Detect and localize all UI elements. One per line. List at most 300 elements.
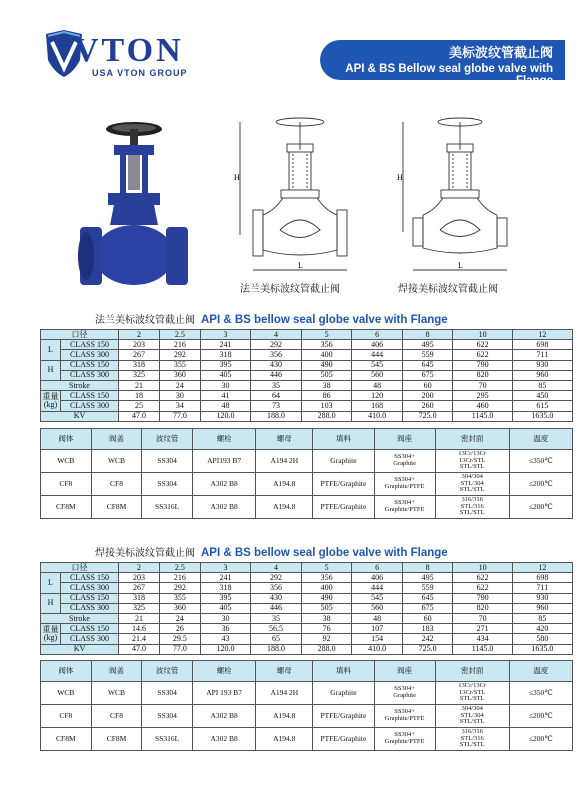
column-header: 密封面: [435, 661, 509, 682]
dimension-table-welded: [40, 562, 573, 655]
table-cell: CF8: [41, 705, 92, 728]
table-cell: 216: [159, 340, 200, 350]
row-label: KV: [41, 644, 119, 654]
brand-subtitle: USA VTON GROUP: [92, 68, 188, 78]
table-cell: 103: [301, 401, 352, 411]
size-header: 5: [301, 330, 352, 340]
table-cell: A302 B8: [192, 473, 255, 496]
caliber-header: 口径: [41, 563, 119, 573]
table-cell: 495: [402, 340, 453, 350]
column-header: 密封面: [435, 429, 509, 450]
table-cell: 77.0: [159, 644, 200, 654]
table-cell: 65: [251, 634, 302, 644]
row-sub-label: CLASS 150: [61, 624, 119, 634]
table-cell: 85: [512, 380, 572, 390]
table-cell: 43: [200, 634, 251, 644]
table-cell: 1145.0: [453, 411, 512, 421]
size-header: 6: [352, 563, 403, 573]
caliber-header: 口径: [41, 330, 119, 340]
table-cell: 430: [251, 593, 302, 603]
table-cell: API 193 B7: [192, 682, 255, 705]
table-cell: 930: [512, 593, 572, 603]
table-cell: A194.8: [256, 728, 313, 751]
table-cell: 76: [301, 624, 352, 634]
row-sub-label: CLASS 300: [61, 583, 119, 593]
table-cell: 318: [119, 360, 160, 370]
table-cell: 30: [200, 380, 251, 390]
table-cell: 1635.0: [512, 644, 572, 654]
column-header: 阀座: [374, 661, 435, 682]
table-cell: 92: [301, 634, 352, 644]
table-cell: 292: [251, 573, 302, 583]
caption-welded: 焊接美标波纹管截止阀: [398, 284, 498, 295]
table-cell: 292: [159, 350, 200, 360]
table-cell: ≤350℃: [509, 450, 572, 473]
table-cell: 271: [453, 624, 512, 634]
table-row: [41, 583, 573, 593]
table-cell: 675: [402, 370, 453, 380]
table-cell: WCB: [41, 450, 92, 473]
size-header: 12: [512, 330, 572, 340]
table-cell: 35: [251, 380, 302, 390]
section-title-cn: 焊接美标波纹管截止阀: [95, 548, 195, 559]
caption-flange: 法兰美标波纹管截止阀: [240, 284, 340, 295]
dimension-table-flange: [40, 329, 573, 422]
brand-logo: [44, 30, 194, 80]
table-cell: 560: [352, 603, 403, 613]
table-row: [41, 593, 573, 603]
table-cell: SS304+ Graphite/PTFE: [374, 496, 435, 519]
table-cell: 698: [512, 573, 572, 583]
table-cell: 203: [119, 573, 160, 583]
table-cell: 444: [352, 350, 403, 360]
size-header: 2: [119, 330, 160, 340]
table-cell: 241: [200, 340, 251, 350]
size-header: 3: [200, 330, 251, 340]
table-cell: 267: [119, 350, 160, 360]
table-cell: 622: [453, 340, 512, 350]
size-header: 12: [512, 563, 572, 573]
table-cell: 188.0: [251, 411, 302, 421]
table-cell: CF8M: [41, 496, 92, 519]
table-cell: 444: [352, 583, 403, 593]
row-group-label: H: [41, 593, 61, 613]
table-cell: 34: [159, 401, 200, 411]
table-cell: 241: [200, 573, 251, 583]
table-cell: 30: [200, 613, 251, 623]
row-sub-label: CLASS 150: [61, 593, 119, 603]
table-cell: 203: [119, 340, 160, 350]
row-group-label: L: [41, 573, 61, 593]
table-cell: 360: [159, 370, 200, 380]
table-cell: 505: [301, 370, 352, 380]
table-cell: 356: [251, 583, 302, 593]
table-row: [41, 391, 573, 401]
column-header: 螺栓: [192, 661, 255, 682]
row-sub-label: CLASS 150: [61, 391, 119, 401]
row-group-label: L: [41, 340, 61, 360]
table-cell: 406: [352, 573, 403, 583]
size-header: 2.5: [159, 330, 200, 340]
row-sub-label: CLASS 300: [61, 634, 119, 644]
table-cell: 790: [453, 593, 512, 603]
table-cell: ≤200℃: [509, 705, 572, 728]
table-cell: 395: [200, 593, 251, 603]
table-cell: 21: [119, 380, 160, 390]
table-cell: 615: [512, 401, 572, 411]
table-row: [41, 573, 573, 583]
table-cell: A302 B8: [192, 705, 255, 728]
table-cell: 356: [301, 573, 352, 583]
row-sub-label: CLASS 300: [61, 350, 119, 360]
table-cell: 29.5: [159, 634, 200, 644]
section-title-en: API & BS bellow seal globe valve with Flange: [201, 547, 448, 559]
table-cell: 60: [402, 380, 453, 390]
size-header: 5: [301, 563, 352, 573]
material-table-welded: [40, 660, 573, 751]
table-cell: 1145.0: [453, 644, 512, 654]
table-cell: 183: [402, 624, 453, 634]
table-cell: 38: [301, 380, 352, 390]
table-row: [41, 380, 573, 390]
welded-valve-drawing: [395, 110, 525, 280]
table-cell: 77.0: [159, 411, 200, 421]
dim-mark-l: L: [298, 261, 303, 270]
table-cell: 622: [453, 583, 512, 593]
size-header: 2.5: [159, 563, 200, 573]
table-cell: SS304: [142, 682, 193, 705]
table-cell: 410.0: [352, 644, 403, 654]
table-cell: 645: [402, 593, 453, 603]
table-cell: WCB: [91, 682, 142, 705]
table-cell: SS304+ Graphite/PTFE: [374, 728, 435, 751]
table-cell: 85: [512, 613, 572, 623]
table-cell: 505: [301, 603, 352, 613]
table-cell: 70: [453, 380, 512, 390]
table-cell: SS304: [142, 473, 193, 496]
row-label: KV: [41, 411, 119, 421]
table-cell: 120.0: [200, 644, 251, 654]
table-cell: 48: [352, 613, 403, 623]
brand-name: VTON: [74, 32, 184, 69]
table-cell: API193 B7: [192, 450, 255, 473]
table-cell: 545: [352, 360, 403, 370]
table-cell: A302 B8: [192, 728, 255, 751]
column-header: 阀体: [41, 661, 92, 682]
material-table-flange: [40, 428, 573, 519]
table-row: [41, 644, 573, 654]
table-cell: A194.8: [256, 496, 313, 519]
table-cell: 405: [200, 603, 251, 613]
row-sub-label: CLASS 150: [61, 573, 119, 583]
size-header: 8: [402, 563, 453, 573]
table-cell: WCB: [41, 682, 92, 705]
table-cell: 675: [402, 603, 453, 613]
table-cell: 450: [512, 391, 572, 401]
table-cell: 406: [352, 340, 403, 350]
table-cell: 725.0: [402, 411, 453, 421]
row-sub-label: CLASS 300: [61, 603, 119, 613]
table-cell: 73: [251, 401, 302, 411]
section-title-welded: [95, 544, 448, 559]
table-cell: 107: [352, 624, 403, 634]
dim-mark-l: L: [458, 261, 463, 270]
table-cell: 304/304 STL/304 STL/STL: [435, 473, 509, 496]
table-cell: 960: [512, 370, 572, 380]
table-cell: 820: [453, 370, 512, 380]
table-cell: 460: [453, 401, 512, 411]
row-sub-label: CLASS 150: [61, 340, 119, 350]
table-cell: 318: [200, 350, 251, 360]
table-cell: CF8: [41, 473, 92, 496]
table-cell: 790: [453, 360, 512, 370]
product-images: [0, 100, 580, 300]
table-cell: 21: [119, 613, 160, 623]
table-cell: 318: [200, 583, 251, 593]
table-cell: 26: [159, 624, 200, 634]
table-cell: 316/316 STL/316 STL/STL: [435, 728, 509, 751]
table-cell: CF8: [91, 705, 142, 728]
size-header: 4: [251, 563, 302, 573]
table-cell: CF8M: [91, 728, 142, 751]
section-title-cn: 法兰美标波纹管截止阀: [95, 315, 195, 326]
row-group-label: H: [41, 360, 61, 380]
table-cell: 13Cr/13Cr 13Cr/STL STL/STL: [435, 682, 509, 705]
column-header: 螺母: [256, 429, 313, 450]
table-cell: A194 2H: [256, 682, 313, 705]
flange-valve-drawing: [225, 110, 375, 280]
table-row: [41, 370, 573, 380]
row-sub-label: CLASS 300: [61, 370, 119, 380]
page-header: [0, 0, 580, 92]
table-cell: 292: [159, 583, 200, 593]
size-header: 2: [119, 563, 160, 573]
table-cell: 260: [402, 401, 453, 411]
column-header: 温度: [509, 429, 572, 450]
table-cell: 36: [200, 624, 251, 634]
row-label: Stroke: [41, 613, 119, 623]
table-cell: 64: [251, 391, 302, 401]
table-cell: 820: [453, 603, 512, 613]
table-cell: 405: [200, 370, 251, 380]
table-row: [41, 624, 573, 634]
column-header: 波纹管: [142, 661, 193, 682]
table-cell: 25: [119, 401, 160, 411]
table-cell: 355: [159, 360, 200, 370]
table-cell: 355: [159, 593, 200, 603]
table-cell: 14.6: [119, 624, 160, 634]
table-cell: PTFE/Graphite: [313, 705, 374, 728]
row-sub-label: CLASS 300: [61, 401, 119, 411]
table-cell: CF8: [91, 473, 142, 496]
table-cell: 580: [512, 634, 572, 644]
column-header: 螺栓: [192, 429, 255, 450]
table-cell: 725.0: [402, 644, 453, 654]
table-row: [41, 728, 573, 751]
table-cell: SS304+ Graphite: [374, 682, 435, 705]
table-cell: 430: [251, 360, 302, 370]
table-cell: 295: [453, 391, 512, 401]
table-cell: 188.0: [251, 644, 302, 654]
table-cell: 288.0: [301, 411, 352, 421]
table-cell: 559: [402, 350, 453, 360]
table-cell: PTFE/Graphite: [313, 496, 374, 519]
table-cell: 645: [402, 360, 453, 370]
table-cell: 267: [119, 583, 160, 593]
table-row: [41, 682, 573, 705]
table-row: [41, 411, 573, 421]
column-header: 填料: [313, 661, 374, 682]
table-cell: A194 2H: [256, 450, 313, 473]
table-cell: 120: [352, 391, 403, 401]
table-cell: 288.0: [301, 644, 352, 654]
table-cell: 216: [159, 573, 200, 583]
table-cell: 41: [200, 391, 251, 401]
column-header: 螺母: [256, 661, 313, 682]
section-title-en: API & BS bellow seal globe valve with Flange: [201, 314, 448, 326]
row-group-label: 重量 (kg): [41, 391, 61, 411]
title-band: [320, 40, 565, 87]
table-cell: SS304+ Graphite: [374, 450, 435, 473]
table-cell: 446: [251, 370, 302, 380]
table-cell: 24: [159, 380, 200, 390]
table-cell: 325: [119, 370, 160, 380]
table-cell: 316/316 STL/316 STL/STL: [435, 496, 509, 519]
table-cell: 400: [301, 350, 352, 360]
row-sub-label: CLASS 150: [61, 360, 119, 370]
table-cell: 24: [159, 613, 200, 623]
table-cell: 395: [200, 360, 251, 370]
table-row: [41, 401, 573, 411]
table-cell: 47.0: [119, 644, 160, 654]
table-cell: 168: [352, 401, 403, 411]
page-title-cn: 美标波纹管截止阀: [448, 46, 553, 61]
table-cell: 420: [512, 624, 572, 634]
table-cell: 622: [453, 573, 512, 583]
table-cell: 410.0: [352, 411, 403, 421]
table-cell: 242: [402, 634, 453, 644]
table-row: [41, 603, 573, 613]
table-cell: ≤200℃: [509, 728, 572, 751]
table-cell: 356: [251, 350, 302, 360]
table-cell: 446: [251, 603, 302, 613]
table-cell: 960: [512, 603, 572, 613]
table-cell: SS304: [142, 705, 193, 728]
table-cell: 18: [119, 391, 160, 401]
table-cell: 292: [251, 340, 302, 350]
table-cell: CF8M: [41, 728, 92, 751]
table-row: [41, 340, 573, 350]
size-header: 8: [402, 330, 453, 340]
table-cell: 56.5: [251, 624, 302, 634]
table-cell: 622: [453, 350, 512, 360]
table-cell: 200: [402, 391, 453, 401]
column-header: 阀盖: [91, 429, 142, 450]
table-cell: 559: [402, 583, 453, 593]
table-row: [41, 705, 573, 728]
column-header: 阀体: [41, 429, 92, 450]
table-cell: 35: [251, 613, 302, 623]
table-cell: 48: [200, 401, 251, 411]
table-cell: SS304: [142, 450, 193, 473]
table-cell: 48: [352, 380, 403, 390]
table-row: [41, 350, 573, 360]
table-cell: PTFE/Graphite: [313, 473, 374, 496]
size-header: 6: [352, 330, 403, 340]
table-cell: 495: [402, 573, 453, 583]
table-cell: ≤350℃: [509, 682, 572, 705]
table-cell: A194.8: [256, 705, 313, 728]
table-cell: 318: [119, 593, 160, 603]
size-header: 10: [453, 563, 512, 573]
table-cell: PTFE/Graphite: [313, 728, 374, 751]
table-cell: 490: [301, 360, 352, 370]
table-cell: 930: [512, 360, 572, 370]
table-cell: Graphite: [313, 450, 374, 473]
table-row: [41, 496, 573, 519]
table-cell: ≤200℃: [509, 473, 572, 496]
table-row: [41, 613, 573, 623]
table-cell: 13Cr/13Cr 13Cr/STL STL/STL: [435, 450, 509, 473]
table-cell: 400: [301, 583, 352, 593]
table-cell: SS316L: [142, 728, 193, 751]
table-cell: 70: [453, 613, 512, 623]
table-cell: A194.8: [256, 473, 313, 496]
column-header: 填料: [313, 429, 374, 450]
size-header: 10: [453, 330, 512, 340]
column-header: 阀座: [374, 429, 435, 450]
table-cell: 60: [402, 613, 453, 623]
table-cell: 38: [301, 613, 352, 623]
table-row: [41, 634, 573, 644]
size-header: 3: [200, 563, 251, 573]
table-cell: CF8M: [91, 496, 142, 519]
page-title-en: API & BS Bellow seal globe valve with Flange: [345, 63, 553, 87]
table-cell: 21.4: [119, 634, 160, 644]
row-group-label: 重量 (kg): [41, 624, 61, 644]
table-cell: 356: [301, 340, 352, 350]
table-cell: 698: [512, 340, 572, 350]
dim-mark-h: H: [234, 173, 240, 182]
row-label: Stroke: [41, 380, 119, 390]
table-cell: 711: [512, 350, 572, 360]
table-cell: A302 B8: [192, 496, 255, 519]
table-cell: 360: [159, 603, 200, 613]
section-title-flange: [95, 311, 448, 326]
table-cell: 304/304 STL/304 STL/STL: [435, 705, 509, 728]
column-header: 阀盖: [91, 661, 142, 682]
table-cell: WCB: [91, 450, 142, 473]
table-cell: 86: [301, 391, 352, 401]
table-cell: 434: [453, 634, 512, 644]
table-cell: 325: [119, 603, 160, 613]
table-cell: 1635.0: [512, 411, 572, 421]
dim-mark-h: H: [397, 173, 403, 182]
table-cell: 47.0: [119, 411, 160, 421]
table-cell: 545: [352, 593, 403, 603]
valve-photo: [70, 115, 200, 290]
table-cell: 154: [352, 634, 403, 644]
table-cell: SS304+ Graphite/PTFE: [374, 705, 435, 728]
column-header: 温度: [509, 661, 572, 682]
table-cell: 30: [159, 391, 200, 401]
table-row: [41, 450, 573, 473]
table-cell: 120.0: [200, 411, 251, 421]
table-cell: ≤200℃: [509, 496, 572, 519]
table-cell: SS316L: [142, 496, 193, 519]
table-row: [41, 473, 573, 496]
size-header: 4: [251, 330, 302, 340]
